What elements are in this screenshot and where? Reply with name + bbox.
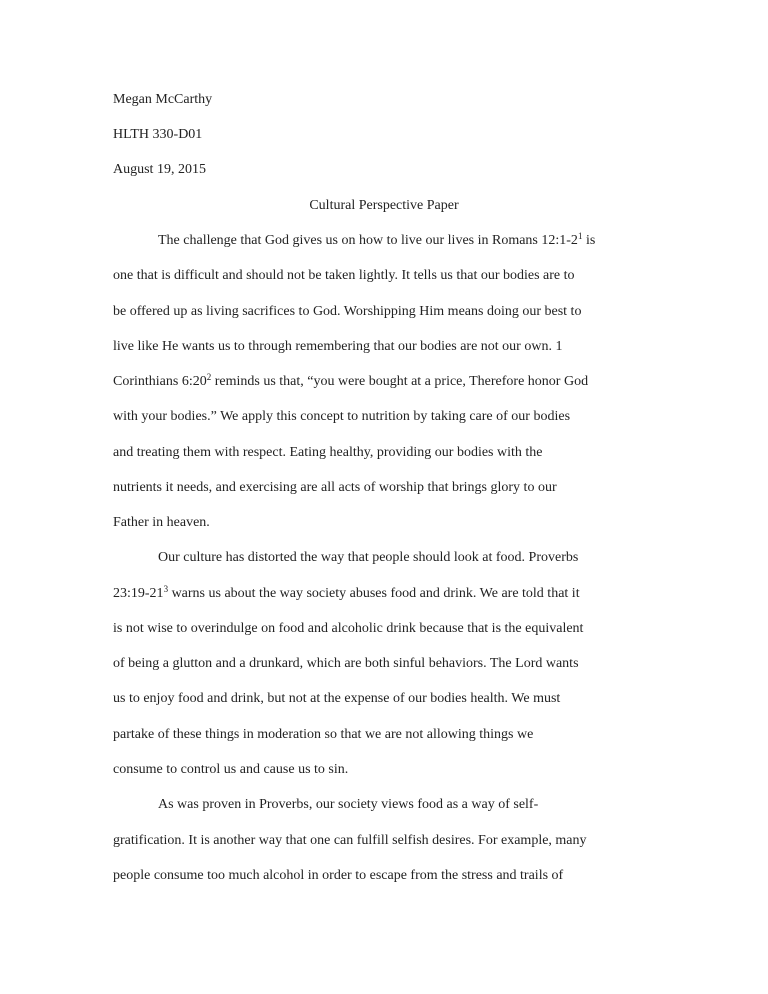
paragraph-line: one that is difficult and should not be taken lightly. It tells us that our bodies are to (113, 268, 575, 283)
paragraph-line: gratification. It is another way that one can fulfill selfish desires. For example, many (113, 833, 587, 848)
paragraph-line: nutrients it needs, and exercising are all acts of worship that brings glory to our (113, 480, 557, 495)
paper-title: Cultural Perspective Paper (309, 198, 459, 213)
date: August 19, 2015 (113, 162, 206, 177)
paragraph-line: us to enjoy food and drink, but not at the expense of our bodies health. We must (113, 691, 561, 706)
footnote-ref: 3 (163, 584, 169, 594)
paragraph-line: Father in heaven. (113, 515, 210, 530)
footnote-ref: 2 (206, 372, 212, 382)
paragraph-line: Corinthians $6:20^2$ reminds us that, “you were bought at a price, Therefore honor God (113, 372, 589, 389)
footnote-ref: 1 (577, 231, 583, 241)
paragraph-line: $23:19-21^3$ warns us about the way society abuses food and drink. We are told that it (113, 584, 580, 601)
paragraph-line: and treating them with respect. Eating healthy, providing our bodies with the (113, 445, 543, 460)
paragraph-line: Our culture has distorted the way that people should look at food. Proverbs (158, 550, 579, 565)
paragraph-line: with your bodies.” We apply this concept to nutrition by taking care of our bodies (113, 409, 571, 424)
paragraph-line: of being a glutton and a drunkard, which are both sinful behaviors. The Lord wants (113, 656, 579, 671)
paragraph-line: be offered up as living sacrifices to God. Worshipping Him means doing our best to (113, 304, 582, 319)
paragraph-line: people consume too much alcohol in order to escape from the stress and trails of (113, 868, 564, 883)
paragraph-line: partake of these things in moderation so that we are not allowing things we (113, 727, 534, 742)
paragraph-line: The challenge that God gives us on how to live our lives in Romans $12:1-2^1$ is (158, 231, 596, 248)
paragraph-line: consume to control us and cause us to sin. (113, 762, 349, 777)
paragraph-line: live like He wants us to through remembering that our bodies are not our own. 1 (113, 339, 563, 354)
author-name: Megan McCarthy (113, 92, 213, 107)
paragraph-line: is not wise to overindulge on food and alcoholic drink because that is the equivalent (113, 621, 584, 636)
paragraph-line: As was proven in Proverbs, our society views food as a way of self- (158, 797, 539, 812)
course-code: HLTH 330-D01 (113, 127, 203, 142)
